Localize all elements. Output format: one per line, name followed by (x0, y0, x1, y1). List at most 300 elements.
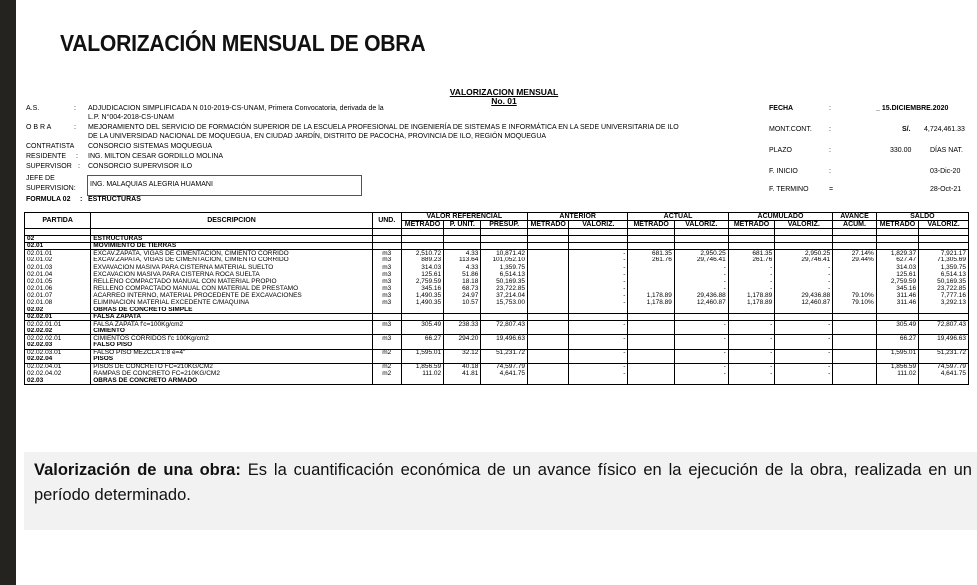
cell-sv: 4,641.75 (919, 370, 969, 377)
cell-am (527, 257, 568, 264)
cell-av: - (569, 335, 628, 342)
cell-av: - (569, 271, 628, 278)
cell-sm: 627.47 (876, 257, 918, 264)
cell-sm: 345.16 (876, 285, 918, 292)
th-valoriz: VALORIZ. (674, 221, 728, 229)
th-p-unit: P. UNIT. (444, 221, 481, 229)
cell-am (527, 342, 568, 349)
cell-sv (919, 377, 969, 384)
cell-ac (833, 342, 876, 349)
cell-am (527, 370, 568, 377)
cell-um: - (728, 363, 775, 370)
supervisor-sep: : (78, 163, 80, 170)
cell-um: - (728, 370, 775, 377)
cell-sm: 2,759.59 (876, 278, 918, 285)
cell-pu: 51.86 (444, 271, 481, 278)
jefe-label-2: SUPERVISION: (26, 185, 76, 192)
cell-am (527, 328, 568, 335)
residente-value: ING. MILTON CESAR GORDILLO MOLINA (88, 153, 224, 160)
as-value-2: L.P. N°004-2018-CS-UNAM (88, 114, 174, 121)
cell-sm: 1,856.59 (876, 363, 918, 370)
cell-pu: 32.12 (444, 349, 481, 356)
cell-und: m3 (372, 285, 401, 292)
th-partida: PARTIDA (25, 213, 91, 229)
inicio-sep: : (829, 168, 831, 175)
th-und: UND. (372, 213, 401, 229)
th-anterior: ANTERIOR (527, 213, 627, 221)
formula-sep: : (80, 196, 83, 203)
cell-desc: FALSO PISO (91, 342, 373, 349)
cell-pu: 113.64 (444, 257, 481, 264)
cell-und: m3 (372, 278, 401, 285)
cell-ac (833, 349, 876, 356)
cell-sm: 111.02 (876, 370, 918, 377)
cell-um: - (728, 271, 775, 278)
cell-av (569, 356, 628, 363)
cell-am (527, 377, 568, 384)
cell-uv: 29,436.88 (775, 292, 833, 299)
cell-cv (674, 236, 728, 243)
cell-cv: - (674, 264, 728, 271)
cell-und (372, 377, 401, 384)
cell-uv: - (775, 264, 833, 271)
cell-am (527, 314, 568, 321)
cell-cm (628, 342, 675, 349)
cell-und: m2 (372, 370, 401, 377)
mont-sep: : (829, 126, 831, 133)
table-row (25, 250, 969, 257)
cell-ac (833, 377, 876, 384)
cell-pu: 24.97 (444, 292, 481, 299)
cell-ac: 79.10% (833, 292, 876, 299)
cell-partida: 02.03 (25, 377, 91, 384)
cell-vm: 1,490.35 (401, 299, 443, 306)
plazo-sep: : (829, 147, 831, 154)
cell-partida: 02.01.05 (25, 278, 91, 285)
cell-pu: 41.81 (444, 370, 481, 377)
cell-sv (919, 342, 969, 349)
contratista-label: CONTRATISTA (26, 143, 75, 150)
fecha-value: _ 15.DICIEMBRE.2020 (876, 105, 949, 112)
cell-um (728, 342, 775, 349)
cell-cm: 681.35 (628, 250, 675, 257)
slide-title: VALORIZACIÓN MENSUAL DE OBRA (60, 30, 426, 56)
cell-ac (833, 335, 876, 342)
cell-vm: 889.23 (401, 257, 443, 264)
cell-pu (444, 236, 481, 243)
cell-sv: 51,231.72 (919, 349, 969, 356)
cell-uv (775, 236, 833, 243)
sheet-title (434, 88, 574, 106)
cell-cv: 2,950.25 (674, 250, 728, 257)
cell-av: - (569, 370, 628, 377)
cell-pr: 101,052.10 (481, 257, 528, 264)
cell-ac (833, 264, 876, 271)
cell-desc: RELLENO COMPACTADO MANUAL CON MATERIAL PROPIO (91, 278, 373, 285)
cell-pu (444, 356, 481, 363)
table-row (25, 229, 969, 236)
cell-uv (775, 243, 833, 250)
table-row (25, 328, 969, 335)
table-row (25, 335, 969, 342)
cell-cm (628, 243, 675, 250)
cell-vm: 305.49 (401, 321, 443, 328)
cell-desc: EXVAVACION MASIVA PARA CISTERNA MATERIAL SUELTO (91, 264, 373, 271)
cell-pr (481, 356, 528, 363)
cell-sm (876, 314, 918, 321)
cell-am (527, 250, 568, 257)
cell-vm: 2,759.59 (401, 278, 443, 285)
cell-ac (833, 243, 876, 250)
cell-uv: - (775, 278, 833, 285)
cell-pu: 18.18 (444, 278, 481, 285)
cell-am (527, 236, 568, 243)
cell-partida: 02.02.03 (25, 342, 91, 349)
cell-pu (444, 314, 481, 321)
th-saldo: SALDO (876, 213, 968, 221)
cell-desc: CIMIENTO (91, 328, 373, 335)
cell-cm: 1,178.89 (628, 299, 675, 306)
cell-av (569, 236, 628, 243)
cell-desc: EXCAV.ZAPATA, VIGAS DE CIMENTACION, CIMIENTO CORRIDO (91, 250, 373, 257)
cell-und (372, 356, 401, 363)
cell-cv: 29,746.41 (674, 257, 728, 264)
cell-desc: CIMIENTOS CORRIDOS f'c 100Kg/cm2 (91, 335, 373, 342)
cell-sv: 19,496.63 (919, 335, 969, 342)
cell-uv: - (775, 285, 833, 292)
cell-partida: 02.02.04 (25, 356, 91, 363)
cell-ac (833, 321, 876, 328)
cell-um: - (728, 349, 775, 356)
contratista-value: CONSORCIO SISTEMAS MOQUEGUA (88, 143, 213, 150)
cell-av: - (569, 299, 628, 306)
table-row (25, 307, 969, 314)
cell-und (372, 342, 401, 349)
termino-value: 28-Oct-21 (930, 186, 962, 193)
cell-vm (401, 356, 443, 363)
cell-um: 681.35 (728, 250, 775, 257)
cell-desc: ELIMINACION MATERIAL EXCEDENTE C/MAQUINA (91, 299, 373, 306)
cell-cm (628, 321, 675, 328)
formula-value: ESTRUCTURAS (88, 196, 141, 203)
cell-cv (674, 229, 728, 236)
cell-pr: 6,514.13 (481, 271, 528, 278)
cell-cm (628, 370, 675, 377)
cell-cm (628, 278, 675, 285)
table-row (25, 285, 969, 292)
cell-cm (628, 328, 675, 335)
cell-sv: 71,305.69 (919, 257, 969, 264)
cell-partida: 02.02.02 (25, 328, 91, 335)
cell-vm: 345.16 (401, 285, 443, 292)
cell-sm: 66.27 (876, 335, 918, 342)
cell-pu: 4.33 (444, 264, 481, 271)
table-row (25, 377, 969, 384)
cell-sv: 3,292.13 (919, 299, 969, 306)
cell-av: - (569, 292, 628, 299)
cell-cv: - (674, 278, 728, 285)
cell-vm (401, 307, 443, 314)
cell-pu (444, 342, 481, 349)
cell-sm (876, 229, 918, 236)
cell-ac (833, 285, 876, 292)
cell-cv (674, 328, 728, 335)
termino-sep: = (829, 186, 834, 193)
cell-sm (876, 243, 918, 250)
cell-sm: 311.46 (876, 292, 918, 299)
cell-partida: 02.02.04.02 (25, 370, 91, 377)
cell-cm (628, 377, 675, 384)
cell-pu: 10.57 (444, 299, 481, 306)
cell-partida: 02.01.03 (25, 264, 91, 271)
cell-pu: 238.33 (444, 321, 481, 328)
table-row (25, 356, 969, 363)
cell-partida: 02.02 (25, 307, 91, 314)
cell-am (527, 349, 568, 356)
table-row (25, 278, 969, 285)
cell-desc: PISOS DE CONCRETO FC=210KG/CM2 (91, 363, 373, 370)
cell-cv: 12,460.87 (674, 299, 728, 306)
cell-uv (775, 356, 833, 363)
supervisor-value: CONSORCIO SUPERVISOR ILO (88, 163, 193, 170)
inicio-value: 03-Dic-20 (930, 168, 961, 175)
definition-term: Valorización de una obra: (34, 461, 241, 479)
cell-sm (876, 356, 918, 363)
cell-pu (444, 377, 481, 384)
cell-uv: - (775, 349, 833, 356)
cell-ac: 79.10% (833, 299, 876, 306)
table-row (25, 342, 969, 349)
cell-um: - (728, 264, 775, 271)
cell-und: m3 (372, 257, 401, 264)
cell-av: - (569, 278, 628, 285)
cell-cv: - (674, 363, 728, 370)
table-row (25, 314, 969, 321)
cell-uv: 12,460.87 (775, 299, 833, 306)
cell-desc: ACARREO INTERNO, MATERIAL PROCEDENTE DE EXCAVACIONES (91, 292, 373, 299)
cell-vm: 1,490.35 (401, 292, 443, 299)
cell-und: m3 (372, 299, 401, 306)
cell-am (527, 264, 568, 271)
cell-sv: 1,359.75 (919, 264, 969, 271)
cell-vm: 314.03 (401, 264, 443, 271)
table-row (25, 271, 969, 278)
cell-pr (481, 243, 528, 250)
cell-sm: 311.46 (876, 299, 918, 306)
cell-cm (628, 236, 675, 243)
th-acum: ACUM. (833, 221, 876, 229)
obra-value-2: DE LA UNIVERSIDAD NACIONAL DE MOQUEGUA, EN CIUDAD JARDÍN, DISTRITO DE PACOCHA, PROVINCIA DE ILO, REGIÓN MOQUEGUA (88, 133, 547, 140)
cell-desc: ESTRUCTURAS (91, 236, 373, 243)
table-row (25, 243, 969, 250)
cell-um (728, 307, 775, 314)
cell-ac (833, 229, 876, 236)
cell-am (527, 271, 568, 278)
cell-um (728, 356, 775, 363)
definition-text (34, 458, 972, 508)
cell-am (527, 229, 568, 236)
cell-cv: - (674, 370, 728, 377)
cell-und (372, 307, 401, 314)
valorizacion-sheet (24, 84, 977, 434)
cell-sv (919, 356, 969, 363)
cell-av: - (569, 264, 628, 271)
cell-desc: PISOS (91, 356, 373, 363)
cell-partida: 02.02.01.01 (25, 321, 91, 328)
th-metrado: METRADO (628, 221, 675, 229)
cell-um: 261.76 (728, 257, 775, 264)
cell-ac (833, 278, 876, 285)
th-descripcion: DESCRIPCION (91, 213, 373, 229)
cell-uv (775, 328, 833, 335)
cell-cm (628, 229, 675, 236)
th-metrado: METRADO (527, 221, 568, 229)
cell-cm (628, 271, 675, 278)
cell-am (527, 307, 568, 314)
cell-pr: 1,359.75 (481, 264, 528, 271)
cell-pu (444, 229, 481, 236)
cell-sm (876, 377, 918, 384)
cell-cv (674, 356, 728, 363)
cell-vm (401, 229, 443, 236)
cell-ac (833, 236, 876, 243)
mont-currency: S/. (902, 126, 911, 133)
valorizacion-table (24, 212, 969, 385)
cell-und: m2 (372, 363, 401, 370)
cell-am (527, 299, 568, 306)
cell-und: m3 (372, 292, 401, 299)
cell-und: m3 (372, 250, 401, 257)
cell-sm (876, 236, 918, 243)
cell-uv: - (775, 321, 833, 328)
cell-pr (481, 342, 528, 349)
cell-uv (775, 229, 833, 236)
cell-pr: 23,722.85 (481, 285, 528, 292)
cell-av: - (569, 285, 628, 292)
cell-vm: 2,510.72 (401, 250, 443, 257)
cell-ac (833, 271, 876, 278)
sheet-title-line2: No. 01 (491, 96, 517, 106)
cell-um: - (728, 285, 775, 292)
cell-partida: 02.01 (25, 243, 91, 250)
mont-value: 4,724,461.33 (924, 126, 965, 133)
obra-label: O B R A (26, 124, 52, 131)
table-row (25, 264, 969, 271)
cell-av: - (569, 363, 628, 370)
cell-partida: 02.02.03.01 (25, 349, 91, 356)
cell-ac: 29.44% (833, 257, 876, 264)
cell-und: m3 (372, 321, 401, 328)
cell-pu: 68.73 (444, 285, 481, 292)
cell-av: - (569, 250, 628, 257)
th-valoriz: VALORIZ. (775, 221, 833, 229)
cell-cm (628, 349, 675, 356)
th-valoriz: VALORIZ. (919, 221, 969, 229)
cell-cv: - (674, 321, 728, 328)
cell-partida: 02 (25, 236, 91, 243)
cell-sv: 23,722.85 (919, 285, 969, 292)
cell-pr (481, 377, 528, 384)
cell-sv (919, 229, 969, 236)
cell-am (527, 285, 568, 292)
cell-pu: 40.18 (444, 363, 481, 370)
cell-cv: - (674, 335, 728, 342)
cell-partida: 02.02.04.01 (25, 363, 91, 370)
cell-pr: 10,871.42 (481, 250, 528, 257)
cell-partida: 02.01.07 (25, 292, 91, 299)
fecha-sep: : (829, 105, 831, 112)
cell-sv (919, 243, 969, 250)
cell-um (728, 377, 775, 384)
th-acumulado: ACUMULADO (728, 213, 833, 221)
cell-partida: 02.01.01 (25, 250, 91, 257)
cell-partida: 02.01.04 (25, 271, 91, 278)
cell-cm (628, 335, 675, 342)
cell-und: m3 (372, 264, 401, 271)
table-row (25, 349, 969, 356)
cell-pr: 15,753.00 (481, 299, 528, 306)
termino-label: F. TERMINO (769, 186, 809, 193)
cell-cm (628, 314, 675, 321)
cell-uv: - (775, 363, 833, 370)
cell-vm: 125.61 (401, 271, 443, 278)
cell-desc: OBRAS DE CONCRETO ARMADO (91, 377, 373, 384)
cell-av: - (569, 349, 628, 356)
cell-sv (919, 314, 969, 321)
cell-und (372, 243, 401, 250)
cell-pr: 74,597.79 (481, 363, 528, 370)
cell-vm: 111.02 (401, 370, 443, 377)
cell-desc: RAMPAS DE CONCRETO FC=210KG/CM2 (91, 370, 373, 377)
cell-sv (919, 236, 969, 243)
cell-uv: 2,950.25 (775, 250, 833, 257)
cell-ac: 27.14% (833, 250, 876, 257)
cell-partida: 02.01.02 (25, 257, 91, 264)
cell-pr: 4,641.75 (481, 370, 528, 377)
table-row (25, 370, 969, 377)
cell-und: m3 (372, 271, 401, 278)
cell-pr (481, 307, 528, 314)
table-row (25, 257, 969, 264)
table-row (25, 292, 969, 299)
cell-av: - (569, 257, 628, 264)
cell-pr: 50,169.35 (481, 278, 528, 285)
cell-desc: FALSA ZAPATA (91, 314, 373, 321)
plazo-unit: DÍAS NAT. (930, 147, 963, 154)
cell-av: - (569, 321, 628, 328)
th-metrado: METRADO (876, 221, 918, 229)
cell-cv (674, 314, 728, 321)
cell-cv: - (674, 271, 728, 278)
fecha-label: FECHA (769, 105, 794, 112)
cell-sm: 314.03 (876, 264, 918, 271)
cell-desc: FALSO PISO MEZCLA 1:8 e=4" (91, 349, 373, 356)
cell-sm: 1,595.01 (876, 349, 918, 356)
definition-body: Es la cuantificación económica de un avance físico en la ejecución de la obra, realizada en un período determinado. (34, 461, 972, 504)
th-presup: PRESUP. (481, 221, 528, 229)
cell-sv (919, 307, 969, 314)
table-row (25, 236, 969, 243)
cell-um (728, 328, 775, 335)
cell-av (569, 243, 628, 250)
cell-sv: 7,921.17 (919, 250, 969, 257)
cell-av (569, 342, 628, 349)
cell-vm (401, 342, 443, 349)
cell-ac (833, 356, 876, 363)
cell-uv: - (775, 335, 833, 342)
cell-uv (775, 314, 833, 321)
obra-value: MEJORAMIENTO DEL SERVICIO DE FORMACIÓN SUPERIOR DE LA ESCUELA PROFESIONAL DE INGENIERÍA DE SISTEMAS E INFORMÁTICA EN LA SEDE UNIVERSITARIA DE ILO (88, 124, 679, 131)
